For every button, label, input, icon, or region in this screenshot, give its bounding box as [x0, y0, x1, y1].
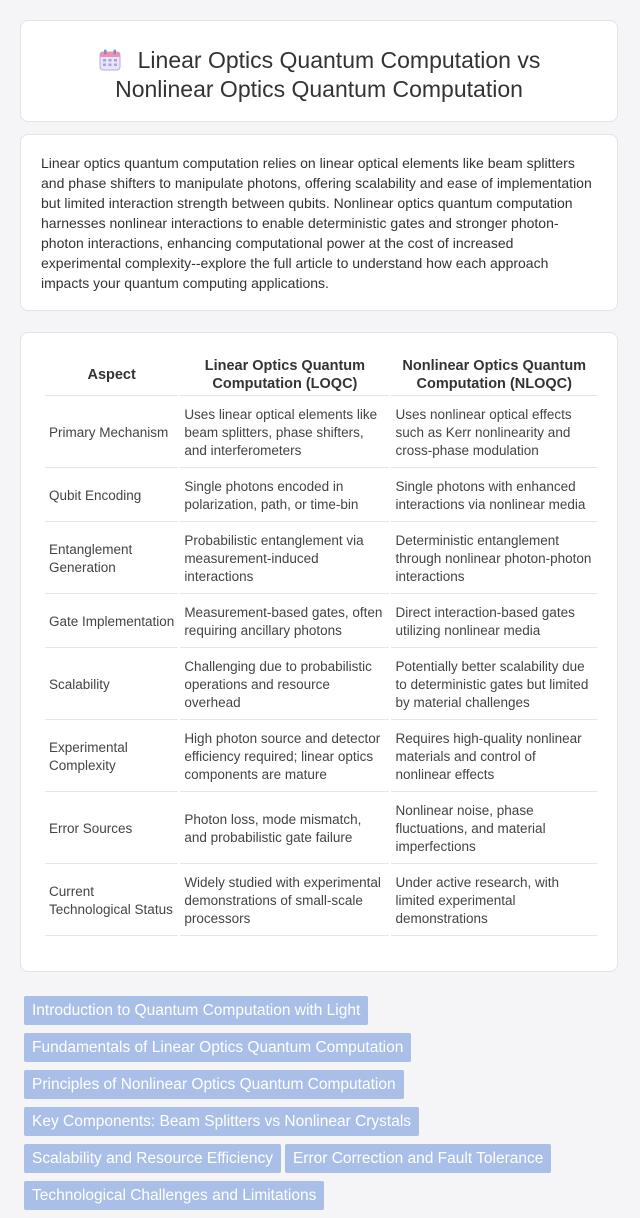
cell-loqc: High photon source and detector efficiency required; linear optics components are mature [180, 722, 389, 792]
page-title-text: Linear Optics Quantum Computation vs Nonlinear Optics Quantum Computation [115, 47, 541, 102]
topic-tag[interactable]: Principles of Nonlinear Optics Quantum Computation [24, 1070, 404, 1099]
cell-nloqc: Deterministic entanglement through nonlinear photon-photon interactions [391, 524, 597, 594]
table-header-row [45, 355, 597, 396]
table-row [45, 524, 597, 594]
table-row [45, 596, 597, 648]
cell-nloqc: Potentially better scalability due to deterministic gates but limited by material challenges [391, 650, 597, 720]
cell-nloqc: Uses nonlinear optical effects such as Kerr nonlinearity and cross-phase modulation [391, 398, 597, 468]
title-card [20, 20, 618, 122]
table-row [45, 866, 597, 936]
comparison-table [43, 353, 599, 938]
cell-aspect: Entanglement Generation [45, 524, 178, 594]
intro-card [20, 134, 618, 311]
cell-loqc: Measurement-based gates, often requiring ancillary photons [180, 596, 389, 648]
cell-loqc: Widely studied with experimental demonstrations of small-scale processors [180, 866, 389, 936]
topic-tag[interactable]: Key Components: Beam Splitters vs Nonlinear Crystals [24, 1107, 419, 1136]
topic-tag[interactable]: Scalability and Resource Efficiency [24, 1144, 281, 1173]
cell-nloqc: Direct interaction-based gates utilizing nonlinear media [391, 596, 597, 648]
topic-tag[interactable]: Fundamentals of Linear Optics Quantum Computation [24, 1033, 411, 1062]
cell-loqc: Challenging due to probabilistic operations and resource overhead [180, 650, 389, 720]
cell-aspect: Qubit Encoding [45, 470, 178, 522]
header-nloqc: Nonlinear Optics Quantum Computation (NLOQC) [391, 355, 597, 396]
cell-loqc: Probabilistic entanglement via measurement-induced interactions [180, 524, 389, 594]
table-row [45, 794, 597, 864]
table-row [45, 398, 597, 468]
table-row [45, 722, 597, 792]
table-row [45, 470, 597, 522]
page-title [51, 46, 587, 104]
cell-loqc: Uses linear optical elements like beam splitters, phase shifters, and interferometers [180, 398, 389, 468]
cell-loqc: Single photons encoded in polarization, path, or time-bin [180, 470, 389, 522]
cell-aspect: Scalability [45, 650, 178, 720]
topic-tag[interactable]: Error Correction and Fault Tolerance [285, 1144, 551, 1173]
cell-aspect: Primary Mechanism [45, 398, 178, 468]
table-row [45, 650, 597, 720]
header-loqc: Linear Optics Quantum Computation (LOQC) [180, 355, 389, 396]
intro-paragraph: Linear optics quantum computation relies on linear optical elements like beam splitters and phase shifters to manipulate photons, offering scalability and ease of implementation but limited interaction strength between qubits. Nonlinear optics quantum computation harnesses nonlinear interactions to enable deterministic gates and stronger photon-photon interactions, enhancing computational power at the cost of increased experimental complexity--explore the full article to understand how each approach impacts your quantum computing applications. [41, 155, 592, 291]
cell-nloqc: Nonlinear noise, phase fluctuations, and material imperfections [391, 794, 597, 864]
cell-loqc: Photon loss, mode mismatch, and probabilistic gate failure [180, 794, 389, 864]
cell-nloqc: Single photons with enhanced interactions via nonlinear media [391, 470, 597, 522]
topic-tag[interactable]: Technological Challenges and Limitations [24, 1181, 324, 1210]
header-aspect: Aspect [45, 355, 178, 396]
cell-nloqc: Requires high-quality nonlinear materials and control of nonlinear effects [391, 722, 597, 792]
related-topics [24, 996, 624, 1218]
comparison-card [20, 332, 618, 972]
cell-aspect: Experimental Complexity [45, 722, 178, 792]
cell-aspect: Current Technological Status [45, 866, 178, 936]
cell-nloqc: Under active research, with limited experimental demonstrations [391, 866, 597, 936]
topic-tag[interactable]: Introduction to Quantum Computation with Light [24, 996, 368, 1025]
calendar-icon [98, 48, 122, 72]
cell-aspect: Gate Implementation [45, 596, 178, 648]
cell-aspect: Error Sources [45, 794, 178, 864]
